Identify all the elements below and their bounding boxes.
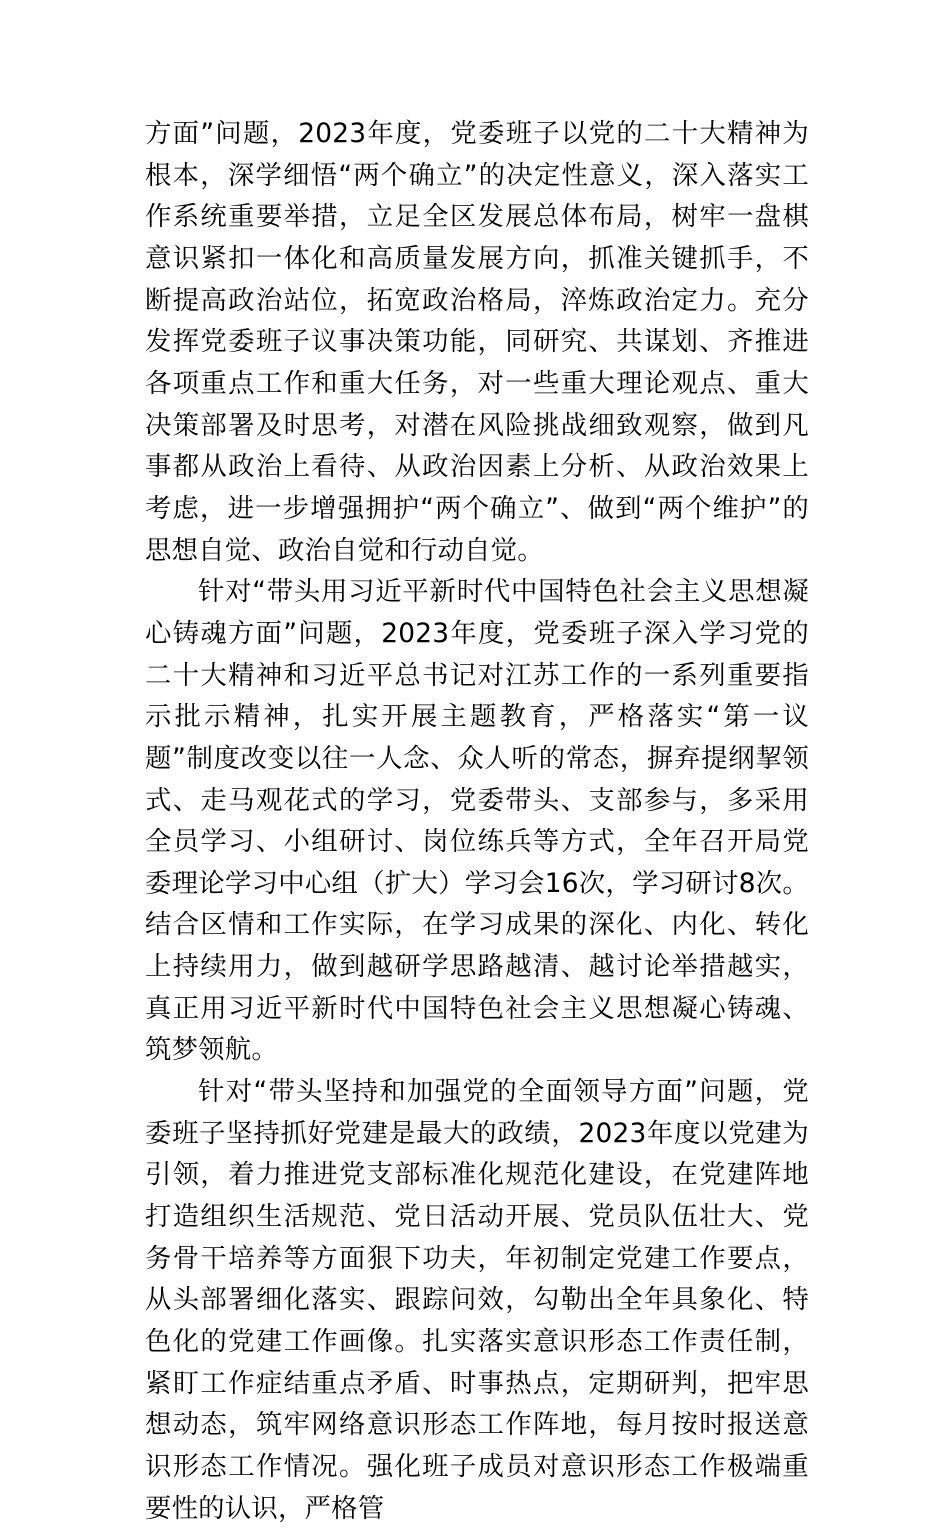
paragraph-3: 针对“带头坚持和加强党的全面领导方面”问题，党委班子坚持抓好党建是最大的政绩，2023年度以党建为引领，着力推进党支部标准化规范化建设，在党建阵地打造组织生活规范、党日活动开展、党员队伍壮大、党务骨干培养等方面狠下功夫，年初制定党建工作要点，从头部署细化落实、跟踪问效，勾勒出全年具象化、特色化的党建工作画像。扎实落实意识形态工作责任制，紧盯工作症结重点矛盾、时事热点，定期研判，把牢思想动态，筑牢网络意识形态工作阵地，每月按时报送意识形态工作情况。强化班子成员对意识形态工作极端重要性的认识，严格管 <box>145 1076 809 1524</box>
document-body <box>145 113 809 1529</box>
paragraph-1: 方面”问题，2023年度，党委班子以党的二十大精神为根本，深学细悟“两个确立”的决定性意义，深入落实工作系统重要举措，立足全区发展总体布局，树牢一盘棋意识紧扣一体化和高质量发展方向，抓准关键抓手，不断提高政治站位，拓宽政治格局，淬炼政治定力。充分发挥党委班子议事决策功能，同研究、共谋划、齐推进各项重点工作和重大任务，对一些重大理论观点、重大决策部署及时思考，对潜在风险挑战细致观察，做到凡事都从政治上看待、从政治因素上分析、从政治效果上考虑，进一步增强拥护“两个确立”、做到“两个维护”的思想自觉、政治自觉和行动自觉。 <box>145 118 809 566</box>
paragraph-2: 针对“带头用习近平新时代中国特色社会主义思想凝心铸魂方面”问题，2023年度，党委班子深入学习党的二十大精神和习近平总书记对江苏工作的一系列重要指示批示精神，扎实开展主题教育，严格落实“第一议题”制度改变以往一人念、众人听的常态，摒弃提纲挈领式、走马观花式的学习，党委带头、支部参与，多采用全员学习、小组研讨、岗位练兵等方式，全年召开局党委理论学习中心组（扩大）学习会16次，学习研讨8次。结合区情和工作实际，在学习成果的深化、内化、转化上持续用力，做到越研学思路越清、越讨论举措越实，真正用习近平新时代中国特色社会主义思想凝心铸魂、筑梦领航。 <box>145 576 809 1066</box>
